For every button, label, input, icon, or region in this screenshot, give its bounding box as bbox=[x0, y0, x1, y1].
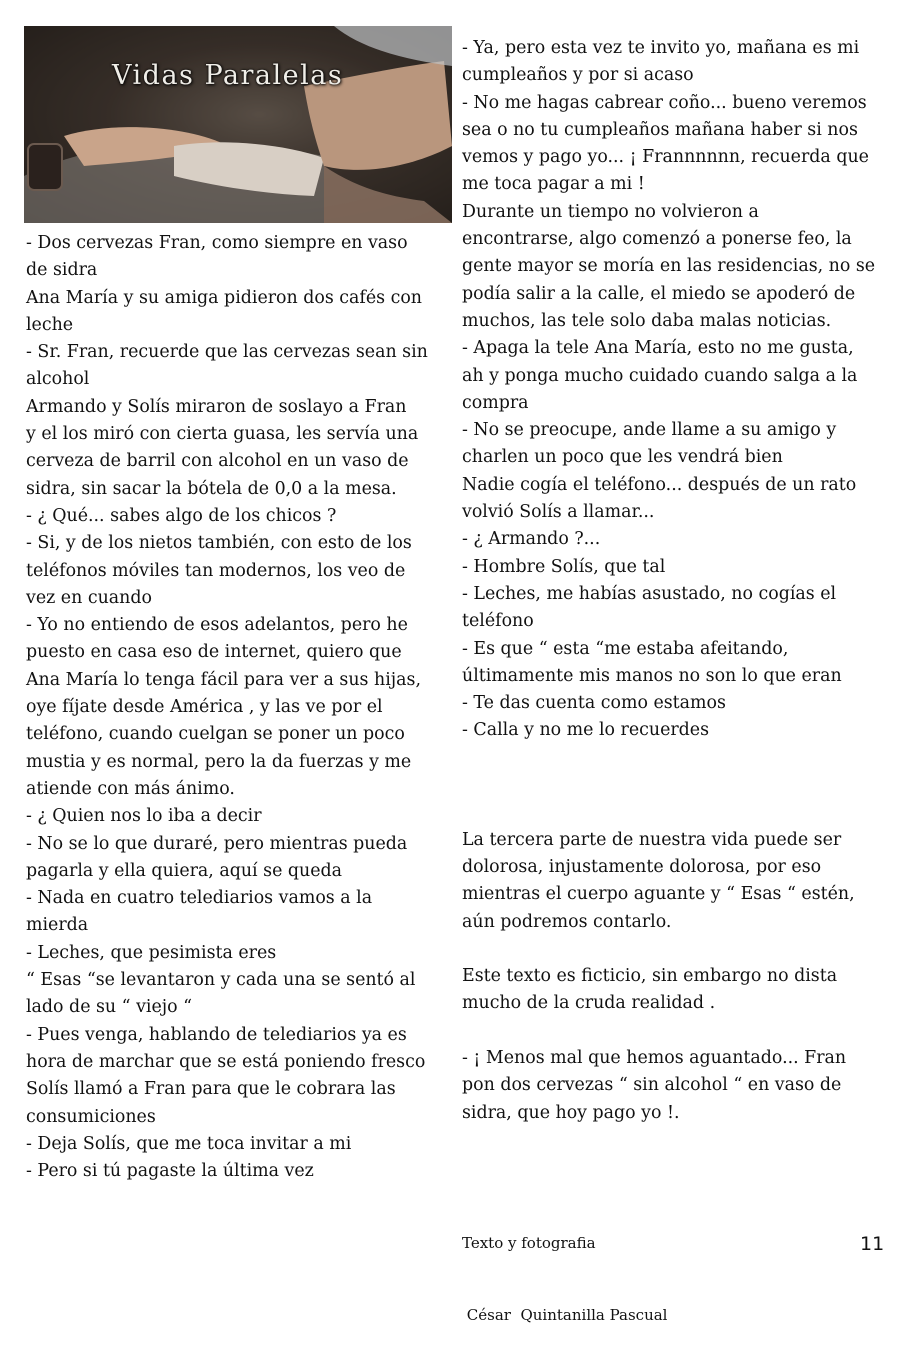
text-line: cerveza de barril con alcohol en un vaso de bbox=[26, 451, 409, 472]
text-line: - Calla y no me lo recuerdes bbox=[462, 720, 710, 741]
text-line: pon dos cervezas “ sin alcohol “ en vaso de bbox=[462, 1075, 842, 1096]
text-line: vez en cuando bbox=[26, 587, 152, 608]
text-line: - Pero si tú pagaste la última vez bbox=[26, 1161, 314, 1182]
text-line: - No se preocupe, ande llame a su amigo y bbox=[462, 420, 837, 441]
text-line: volvió Solís a llamar... bbox=[462, 502, 655, 523]
credits-line-1: Texto y fotografia bbox=[462, 1234, 596, 1252]
header-title: Vidas Paralelas bbox=[112, 60, 344, 91]
text-line: consumiciones bbox=[26, 1106, 156, 1127]
text-line: Durante un tiempo no volvieron a bbox=[462, 201, 759, 222]
text-line bbox=[462, 745, 875, 772]
text-line: últimamente mis manos no son lo que eran bbox=[462, 665, 842, 686]
text-line: - No me hagas cabrear coño... bueno veremos bbox=[462, 92, 867, 113]
text-line: - Sr. Fran, recuerde que las cervezas sean sin bbox=[26, 342, 428, 363]
text-line: Ana María y su amiga pidieron dos cafés con bbox=[26, 287, 423, 308]
text-line: sidra, que hoy pago yo !. bbox=[462, 1102, 680, 1123]
text-line: Armando y Solís miraron de soslayo a Fran bbox=[26, 396, 407, 417]
text-line: - No se lo que duraré, pero mientras pueda bbox=[26, 833, 408, 854]
text-line: podía salir a la calle, el miedo se apoderó de bbox=[462, 283, 856, 304]
left-column-text bbox=[26, 230, 428, 1185]
text-line: sea o no tu cumpleaños mañana haber si nos bbox=[462, 119, 858, 140]
text-line: - ¿ Quien nos lo iba a decir bbox=[26, 806, 262, 827]
text-line: - ¿ Armando ?... bbox=[462, 529, 601, 550]
text-line: alcohol bbox=[26, 369, 90, 390]
text-line: y el los miró con cierta guasa, les servía una bbox=[26, 424, 419, 445]
text-line: Ana María lo tenga fácil para ver a sus hijas, bbox=[26, 669, 421, 690]
text-line: hora de marchar que se está poniendo fresco bbox=[26, 1051, 426, 1072]
text-line: mustia y es normal, pero la da fuerzas y me bbox=[26, 751, 412, 772]
hands-illustration bbox=[24, 26, 452, 223]
credits bbox=[462, 1183, 667, 1351]
text-line: teléfonos móviles tan modernos, los veo de bbox=[26, 560, 406, 581]
text-line: Solís llamó a Fran para que le cobrara las bbox=[26, 1079, 396, 1100]
credits-line-2: César Quintanilla Pascual bbox=[462, 1306, 668, 1324]
text-line: - Pues venga, hablando de telediarios ya es bbox=[26, 1024, 407, 1045]
text-line: pagarla y ella quiera, aquí se queda bbox=[26, 860, 343, 881]
text-line: dolorosa, injustamente dolorosa, por eso bbox=[462, 856, 822, 877]
text-line: charlen un poco que les vendrá bien bbox=[462, 447, 783, 468]
text-line: leche bbox=[26, 314, 74, 335]
text-line: - Hombre Solís, que tal bbox=[462, 556, 666, 577]
text-line: sidra, sin sacar la bótela de 0,0 a la mesa. bbox=[26, 478, 397, 499]
text-line: teléfono, cuando cuelgan se poner un poco bbox=[26, 724, 405, 745]
text-line: - Dos cervezas Fran, como siempre en vaso bbox=[26, 233, 408, 253]
text-line: gente mayor se moría en las residencias, no se bbox=[462, 256, 876, 277]
text-line: mientras el cuerpo aguante y “ Esas “ estén, bbox=[462, 884, 855, 905]
text-line: vemos y pago yo... ¡ Frannnnnn, recuerda que bbox=[462, 147, 869, 168]
text-line: - Deja Solís, que me toca invitar a mi bbox=[26, 1133, 352, 1154]
right-column-text bbox=[462, 35, 875, 1127]
text-line: me toca pagar a mi ! bbox=[462, 174, 645, 195]
text-line: - ¡ Menos mal que hemos aguantado... Fran bbox=[462, 1047, 847, 1068]
text-line: ah y ponga mucho cuidado cuando salga a la bbox=[462, 365, 858, 386]
text-line: - Es que “ esta “me estaba afeitando, bbox=[462, 638, 789, 659]
text-line: - Yo no entiendo de esos adelantos, pero he bbox=[26, 615, 408, 636]
text-line: - Ya, pero esta vez te invito yo, mañana es mi bbox=[462, 38, 860, 58]
text-line: oye fíjate desde América , y las ve por el bbox=[26, 697, 383, 718]
text-line: teléfono bbox=[462, 611, 534, 632]
text-line: “ Esas “se levantaron y cada una se sentó al bbox=[26, 970, 416, 991]
text-line: mucho de la cruda realidad . bbox=[462, 993, 716, 1014]
text-line: La tercera parte de nuestra vida puede ser bbox=[462, 829, 842, 850]
text-line bbox=[462, 799, 875, 826]
text-line: - Leches, que pesimista eres bbox=[26, 942, 277, 963]
text-line: - Nada en cuatro telediarios vamos a la bbox=[26, 888, 373, 909]
text-line bbox=[462, 772, 875, 799]
text-line: Nadie cogía el teléfono... después de un rato bbox=[462, 474, 857, 495]
text-line: muchos, las tele solo daba malas noticias. bbox=[462, 310, 832, 331]
text-line: - Leches, me habías asustado, no cogías el bbox=[462, 583, 837, 604]
text-line: - Apaga la tele Ana María, esto no me gusta, bbox=[462, 338, 854, 359]
text-line: de sidra bbox=[26, 260, 98, 281]
text-line: atiende con más ánimo. bbox=[26, 778, 235, 799]
page-number: 11 bbox=[860, 1233, 885, 1255]
text-line bbox=[462, 1018, 875, 1045]
header-photo bbox=[24, 26, 452, 223]
text-line: - Te das cuenta como estamos bbox=[462, 693, 726, 714]
text-line: - ¿ Qué... sabes algo de los chicos ? bbox=[26, 505, 337, 526]
text-line: puesto en casa eso de internet, quiero que bbox=[26, 642, 402, 663]
text-line: Este texto es ficticio, sin embargo no dista bbox=[462, 966, 838, 987]
text-line: - Si, y de los nietos también, con esto de los bbox=[26, 533, 412, 554]
text-line: cumpleaños y por si acaso bbox=[462, 65, 694, 86]
text-line: aún podremos contarlo. bbox=[462, 911, 672, 932]
text-line: encontrarse, algo comenzó a ponerse feo, la bbox=[462, 229, 852, 250]
text-line: mierda bbox=[26, 915, 89, 936]
text-line bbox=[462, 936, 875, 963]
text-line: lado de su “ viejo “ bbox=[26, 997, 193, 1018]
text-line: compra bbox=[462, 392, 529, 413]
